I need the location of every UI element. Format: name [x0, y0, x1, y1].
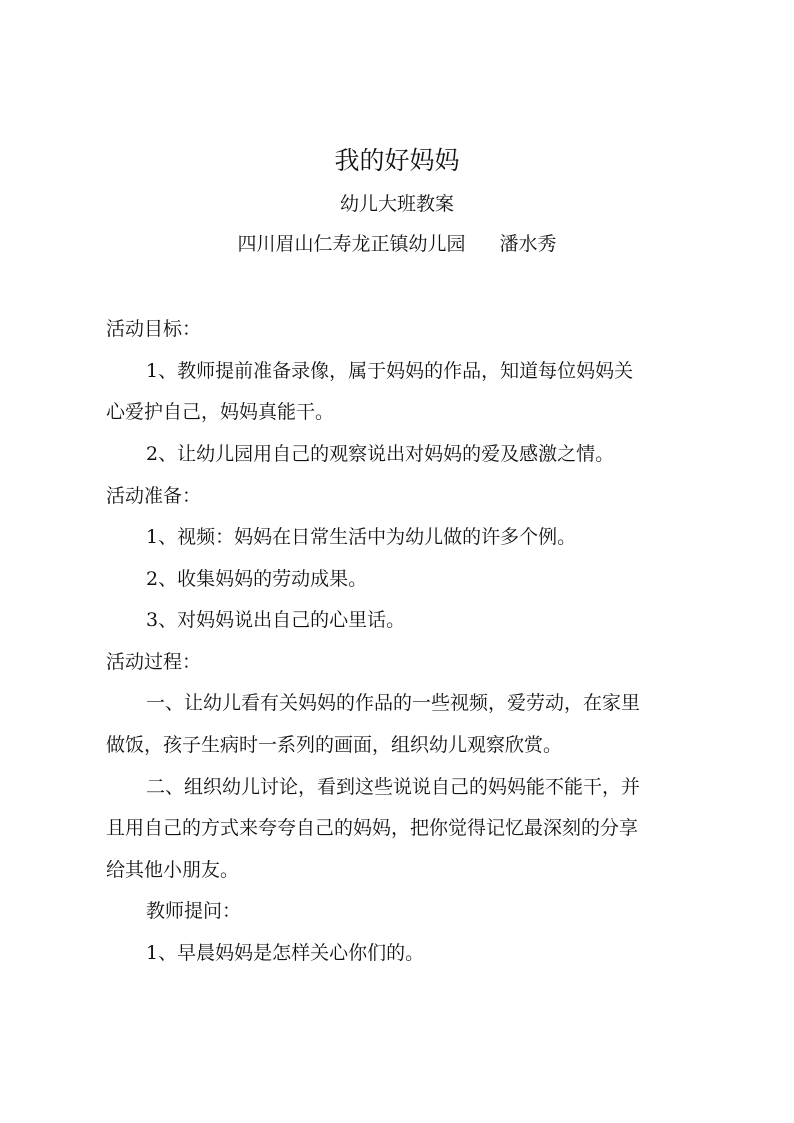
process-step-1-line-1: 一、让幼儿看有关妈妈的作品的一些视频，爱劳动，在家里 [146, 692, 641, 714]
teacher-question-heading: 教师提问： [146, 900, 242, 922]
preparation-item-1: 1、视频：妈妈在日常生活中为幼儿做的许多个例。 [146, 526, 577, 548]
document-subtitle: 幼儿大班教案 [339, 193, 454, 215]
preparation-item-2: 2、收集妈妈的劳动成果。 [146, 568, 368, 590]
section-heading-preparation: 活动准备： [106, 485, 202, 507]
process-step-2-line-3: 给其他小朋友。 [106, 859, 240, 881]
document-title: 我的好妈妈 [334, 146, 460, 175]
process-step-1-line-2: 做饭，孩子生病时一系列的画面，组织幼儿观察欣赏。 [106, 734, 563, 756]
goal-item-1-line-2: 心爱护自己，妈妈真能干。 [106, 401, 335, 423]
goal-item-2: 2、让幼儿园用自己的观察说出对妈妈的爱及感激之情。 [146, 443, 615, 465]
author-school: 四川眉山仁寿龙正镇幼儿园 [237, 233, 466, 255]
goal-item-1-line-1: 1、教师提前准备录像，属于妈妈的作品，知道每位妈妈关 [146, 360, 634, 382]
author-line [0, 230, 794, 258]
section-heading-goals: 活动目标： [106, 318, 202, 340]
section-heading-process: 活动过程： [106, 651, 202, 673]
preparation-item-3: 3、对妈妈说出自己的心里话。 [146, 609, 406, 631]
author-name: 潘水秀 [499, 233, 557, 255]
teacher-question-1: 1、早晨妈妈是怎样关心你们的。 [146, 942, 425, 964]
process-step-2-line-1: 二、组织幼儿讨论，看到这些说说自己的妈妈能不能干，并 [146, 776, 641, 798]
process-step-2-line-2: 且用自己的方式来夸夸自己的妈妈，把你觉得记忆最深刻的分享 [106, 817, 639, 839]
